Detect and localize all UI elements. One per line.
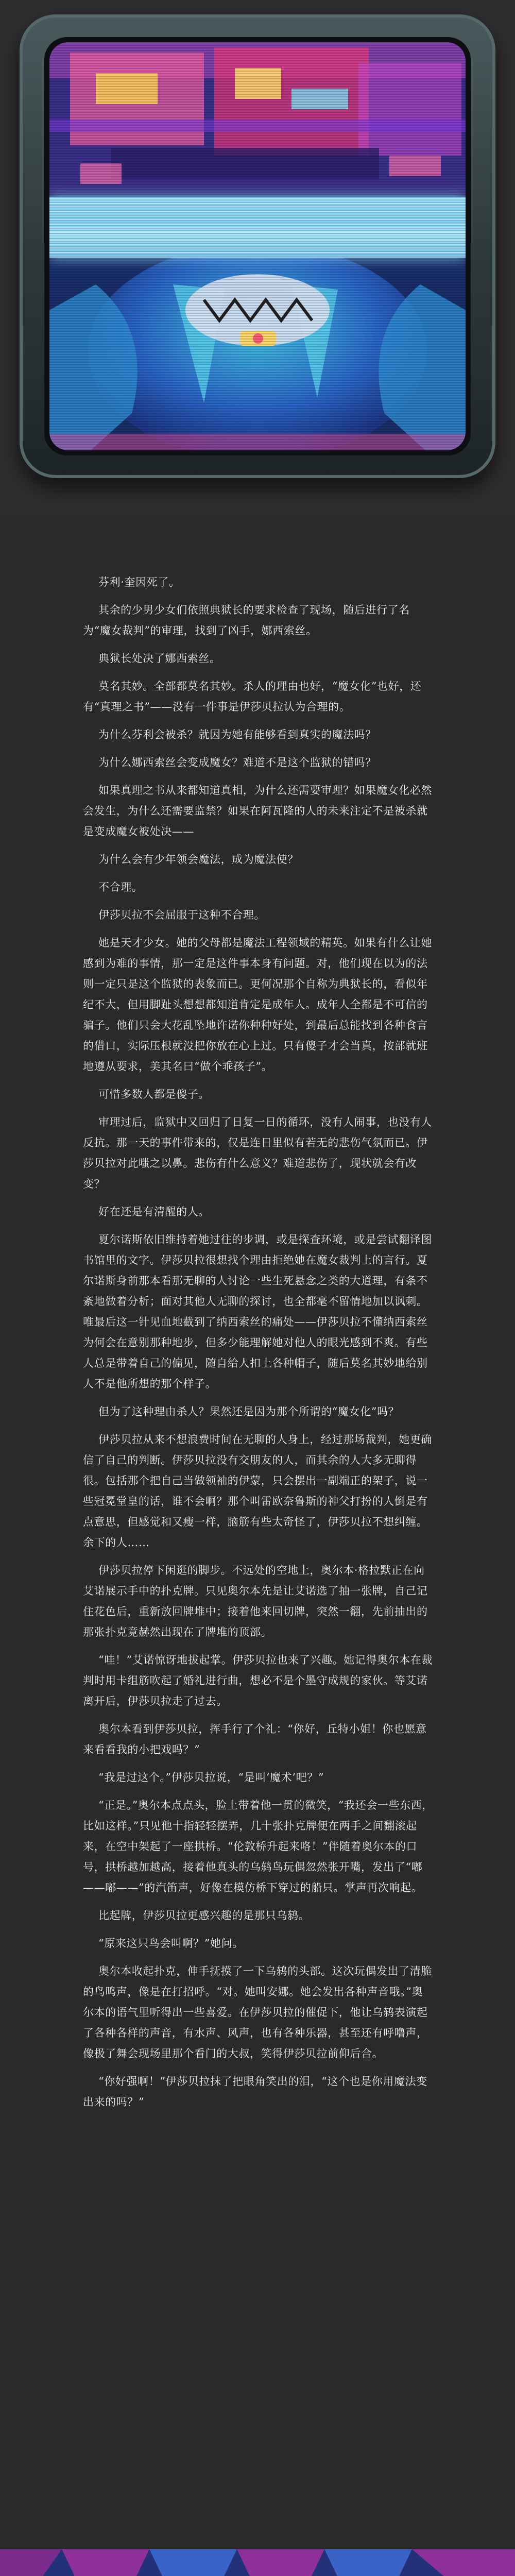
story-paragraph: 但为了这种理由杀人？果然还是因为那个所谓的“魔女化”吗？ bbox=[98, 1405, 400, 1418]
story-paragraph: “你好强啊！”伊莎贝拉抹了把眼角笑出的泪，“这个也是你用魔法变出来的吗？” bbox=[83, 2075, 427, 2108]
crt-screen bbox=[49, 42, 466, 450]
story-paragraph: 芬利·奎因死了。 bbox=[98, 576, 180, 588]
story-text-column bbox=[83, 572, 433, 2120]
story-paragraph: 莫名其妙。全部都莫名其妙。杀人的理由也好，“魔女化”也好，还有“真理之书”——没有一件事是伊莎贝拉认为合理的。 bbox=[83, 680, 422, 713]
story-paragraph: “原来这只鸟会叫啊？”她问。 bbox=[98, 1937, 244, 1950]
story-paragraph: 审理过后，监狱中又回归了日复一日的循环，没有人闹事，也没有人反抗。那一天的事件带来的，仅是连日里似有若无的悲伤气氛而已。伊莎贝拉对此嗤之以鼻。悲伤有什么意义？难道悲伤了，现状就会有改变？ bbox=[83, 1116, 432, 1190]
story-paragraph: 典狱长处决了娜西索丝。 bbox=[98, 652, 221, 665]
crt-bezel bbox=[44, 37, 471, 455]
story-paragraph: 可惜多数人都是傻子。 bbox=[98, 1088, 210, 1100]
story-paragraph: “正是。”奥尔本点点头，脸上带着他一贯的微笑，“我还会一些东西，比如这样。”只见他十指轻轻摆弄，几十张扑克牌便在两手之间翻滚起来，在空中架起了一座拱桥。“伦敦桥升起来咯！”伴随着奥尔本的口号，拱桥越加越高，接着他真头的乌鸫鸟玩偶忽然张开嘴，发出了“嘟——嘟——”的汽笛声，好像在模仿桥下穿过的船只。掌声再次响起。 bbox=[83, 1799, 433, 1894]
story-paragraph: “哇！”艾诺惊讶地拔起掌。伊莎贝拉也来了兴趣。她记得奥尔本在裁判时用卡组筋吹起了婚礼进行曲，想必不是个墨守成规的家伙。等艾诺离开后，伊莎贝拉走了过去。 bbox=[83, 1654, 433, 1707]
header-illustration bbox=[0, 0, 515, 515]
footer-diamond-pattern bbox=[0, 2549, 515, 2576]
story-paragraph: 不合理。 bbox=[98, 881, 143, 893]
story-paragraph: 为什么会有少年领会魔法，成为魔法使？ bbox=[98, 853, 299, 866]
story-paragraph: 为什么芬利会被杀？就因为她有能够看到真实的魔法吗？ bbox=[98, 728, 376, 741]
story-paragraph: 奥尔本收起扑克，伸手抚摸了一下乌鸫的头部。这次玩偶发出了清脆的鸟鸣声，像是在打招呼。“对。她叫安娜。她会发出各种声音哦。”奥尔本的语气里听得出一些喜爱。在伊莎贝拉的催促下，他让乌鸫表演起了各种各样的声音，有水声、风声，也有各种乐器，甚至还有呼噜声，像极了舞会现场里那个看门的大叔，笑得伊莎贝拉前仰后合。 bbox=[83, 1965, 432, 2060]
story-paragraph: 伊莎贝拉停下闲逛的脚步。不远处的空地上，奥尔本·格拉默正在向艾诺展示手中的扑克牌。只见奥尔本先是让艾诺选了抽一张牌，自己记住花色后，重新放回牌堆中；接着他来回切牌，突然一翻，先前抽出的那张扑克竟赫然出现在了牌堆的顶部。 bbox=[83, 1564, 428, 1638]
story-body bbox=[0, 515, 515, 2550]
story-paragraph: 奥尔本看到伊莎贝拉，挥手行了个礼：“你好，丘特小姐！你也愿意来看看我的小把戏吗？” bbox=[83, 1723, 427, 1756]
crt-monitor-frame bbox=[20, 14, 495, 478]
diamond-pattern-art bbox=[0, 2549, 515, 2576]
story-paragraph: 伊莎贝拉不会屈服于这种不合理。 bbox=[98, 909, 265, 921]
story-paragraph: 为什么娜西索丝会变成魔女？难道不是这个监狱的错吗？ bbox=[98, 756, 376, 769]
story-paragraph: 如果真理之书从来都知道真相，为什么还需要审理？如果魔女化必然会发生，为什么还需要监禁？如果在阿瓦隆的人的未来注定不是被杀就是变成魔女被处决—— bbox=[83, 784, 432, 838]
story-paragraph: 比起牌，伊莎贝拉更感兴趣的是那只乌鸫。 bbox=[98, 1909, 310, 1922]
story-paragraph: “我是过这个。”伊莎贝拉说，“是叫‘魔术’吧？” bbox=[98, 1771, 324, 1784]
story-paragraph: 其余的少男少女们依照典狱长的要求检查了现场，随后进行了名为“魔女裁判”的审理，找到了凶手，娜西索丝。 bbox=[83, 604, 410, 637]
story-paragraph: 好在还是有清醒的人。 bbox=[98, 1206, 210, 1218]
story-paragraph: 她是天才少女。她的父母都是魔法工程领域的精英。如果有什么让她感到为难的事情，那一定是这件事本身有问题。对，他们现在以为的法则一定只是这个监狱的表象而已。更何况那个自称为典狱长的，看似年纪不大，但用脚趾头想想都知道肯定是成年人。成年人全都是不可信的骗子。他们只会大花乱坠地许诺你种种好处，到最后总能找到各种食言的借口，实际压根就没把你放在心上过。只有傻子才会当真，按部就班地遵从要求，美其名曰“做个乖孩子”。 bbox=[83, 937, 432, 1073]
story-paragraph: 伊莎贝拉从来不想浪费时间在无聊的人身上，经过那场裁判，她更确信了自己的判断。伊莎贝拉没有交朋友的人，而其余的人大多无聊得很。包括那个把自己当做领袖的伊蒙，只会摆出一副端正的架子，说一些冠冕堂皇的话，谁不会啊？那个叫雷欧奈鲁斯的神父打扮的人倒是有点意思，但感觉和又瘦一样，脑筋有些太奇怪了，伊莎贝拉不想纠缠。余下的人…… bbox=[83, 1433, 432, 1549]
story-paragraph: 夏尔诺斯依旧维持着她过往的步调，或是探查环境，或是尝试翻译图书馆里的文字。伊莎贝拉很想找个理由拒绝她在魔女裁判上的言行。夏尔诺斯身前那本看那无聊的人讨论一些生死悬念之类的大道理，有条不紊地做着分析；面对其他人无聊的探讨，也全都毫不留情地加以讽刺。唯最后这一针见血地截到了纳西索丝的痛处——伊莎贝拉不懂纳西索丝为何会在意别那种地步，但多少能理解她对他人的眼光感到不爽。有些人总是带着自己的偏见，随自给人扣上各种帽子，随后莫名其妙地给别人不是他所想的那个样子。 bbox=[83, 1233, 432, 1390]
glitch-band bbox=[49, 197, 466, 258]
